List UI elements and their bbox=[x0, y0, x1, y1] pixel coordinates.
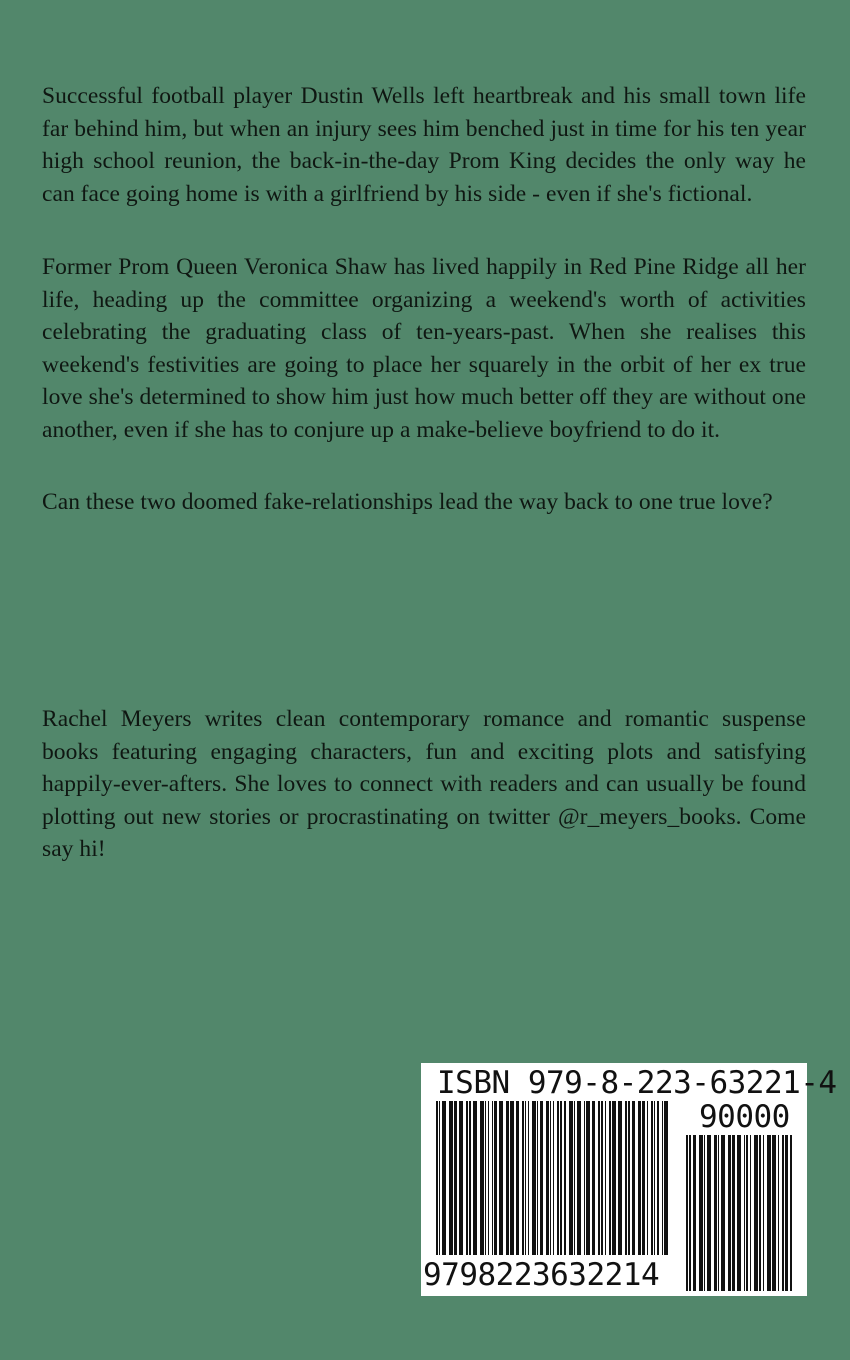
barcode-bar bbox=[754, 1135, 758, 1291]
price-addon-bars bbox=[685, 1135, 793, 1291]
barcode-bar bbox=[714, 1135, 717, 1291]
isbn-barcode bbox=[421, 1063, 837, 1296]
barcode-bar bbox=[699, 1135, 703, 1291]
barcode-bar bbox=[704, 1135, 705, 1291]
barcode-bar bbox=[732, 1135, 735, 1291]
barcode-bar bbox=[767, 1135, 771, 1291]
barcode-bar bbox=[744, 1135, 745, 1291]
barcode-bar bbox=[689, 1135, 691, 1291]
barcode-digits: 9798223632214 bbox=[423, 1257, 660, 1293]
barcode-bar bbox=[778, 1135, 779, 1291]
isbn-label: ISBN 979-8-223-63221-4 bbox=[437, 1065, 837, 1101]
barcode-bar bbox=[763, 1135, 764, 1291]
barcode-bar bbox=[782, 1135, 784, 1291]
barcode-bar bbox=[737, 1135, 741, 1291]
blurb-paragraph-2: Former Prom Queen Veronica Shaw has lived happily in Red Pine Ridge all her life, heading up the committee organizing a weekend's worth of activities celebrating the graduating class of ten-years-past. When she realises this weekend's festivities are going to place her squarely in the orbit of her ex true love she's determined to show him just how much better off they are without one another, even if she has to conjure up a make-believe boyfriend to do it. bbox=[42, 254, 806, 443]
barcode-bar bbox=[718, 1135, 719, 1291]
blurb-tagline: Can these two doomed fake-relationships lead the way back to one true love? bbox=[42, 489, 773, 515]
barcode-bar bbox=[693, 1135, 696, 1291]
barcode-bar bbox=[772, 1135, 776, 1291]
barcode-bar bbox=[759, 1135, 761, 1291]
barcode-bar bbox=[750, 1135, 751, 1291]
barcode-bar bbox=[785, 1135, 788, 1291]
barcode-bar bbox=[686, 1135, 688, 1291]
blurb-paragraph-1: Successful football player Dustin Wells left heartbreak and his small town life far behind him, but when an injury sees him benched just in time for his ten year high school reunion, the back-in-the-day Prom King decides the only way he can face going home is with a girlfriend by his side - even if she's fictional. bbox=[42, 83, 806, 207]
barcode-bar bbox=[728, 1135, 731, 1291]
author-bio: Rachel Meyers writes clean contemporary romance and romantic suspense books featuring engaging characters, fun and exciting plots and satisfying happily-ever-afters. She loves to connect with readers and can usually be found plotting out new stories or procrastinating on twitter @r_meyers_books. Come say hi! bbox=[42, 706, 806, 862]
price-code: 90000 bbox=[699, 1099, 790, 1135]
barcode-bar bbox=[746, 1135, 748, 1291]
barcode-bar bbox=[790, 1135, 792, 1291]
barcode-bar bbox=[721, 1135, 725, 1291]
barcode-bar bbox=[707, 1135, 711, 1291]
